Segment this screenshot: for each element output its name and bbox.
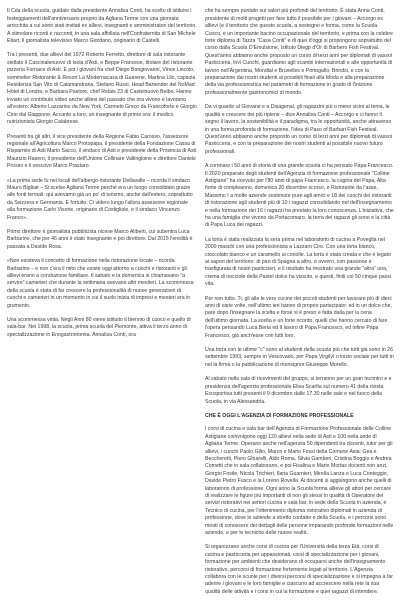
- paragraph: Tra i presenti, due allievi del 1972 Roberto Ferretto, direttore di sala ristorante stellato il Cascinalenuovo di Isola d'Asti, e Beppe Francese, titolare del ristorante pizzeria Fornace di Asti. E poi i giovani fra chef Diego Bongiovanni, Vince Lincolo, sommelier Ristorante & Resort La Modernacasa di Guarene, Martina Lilo, capsola Residenza San Vito di Calamandrana, Stefano Russi, Head Bartender del NoMad Hotel di Londra, e Barbara Pastore, chef Relais 23 di Castelnuovo Belbo. Hanno inviato un contributo video anche allievi del passato che ora vivono e lavorano all'estero: Alberto Lazzarino da New York, Carmelo Greco da Francoforte e Giorgio Cirio dal Giappone. Accanto a loro, un insegnante di prima ora: il medico nutrizionista Giorgio Calabrese.: [7, 52, 197, 126]
- paragraph: «Non esisteva il concetto di formazione nella ristorazione locale – ricorda Barbarino – e non c'era il mito che esiste oggi attorno a cuochi e ristoranti e gli allievi erano a conduzione familiare. Il sabato e la domenica si chiamavano "a servire" camerieri che durante la settimana avevano altri mestieri. La scommessa della scuola è stata di far crescere la professionalità di nuove generazioni di cuochi e camerieri in un momento in cui il suolo inizia di impresi e mesteri era in grumento.: [7, 258, 194, 309]
- paragraph: Al sabato nella sala di ricevimenti del gruppo, si terranno per un gran incontro e e presidenza dell'agenzia professionale Elisa Scarfia sul numero 41 della rivista Ecosportiva tutti presenti il 9 dicembre dalle 17.30 nelle sale e nel fuoco della Scuola, in via Alessandria.: [205, 376, 392, 405]
- paragraph: Primo direttore è giornalista pubblicista nicese Marco Aliberti, cui subentra Luca Barbarino, che per 46 anni è stato insegnante e poi direttore. Dal 2015 l'eredità è passata a Davide Rosa.: [7, 228, 193, 250]
- paragraph: Il Cda della scuola, guidato dalla presidente Annalisa Conti, ha scelto di istituire i festeggiamenti dell'anniversario proprio da Agliana Terme con una giornata arricchita a cui sono stati invitati ex allievi, insegnanti e amministratori del territorio. A stimolare ricordi e racconti, in una sala affollata nell'Confraternita di San Michele Etiart, il giornalista televisivo Marco Giordano, originario di Castelli.: [7, 8, 197, 45]
- paragraph: Una torta con le ultime "c" sono al studenti della scuola più che tutti già sono in 26 settembre 1993, sempre in Vescovado, per Papa Virgilyì o inizio sociale per tutti in nel la firma o la pubblicazione di monsignor Giuseppe Morello.: [205, 347, 394, 368]
- paragraph: [7, 0, 197, 1]
- paragraph: Una scommessa vinta. Negli Anni 80 viene istituito il biennio di cuoco e quello di sala-bar. Nel 1998, la scuola, prima scuola del Piemonte, attiva il terzo anno di specializzazione in Enogastronomia. Annalisa Conti, ora: [7, 317, 191, 338]
- article-column-right: [205, 0, 394, 603]
- paragraph: Da vi guardo al Giovane e a Disagenal, gli ragazzini più o meno vicini al tema, le qualità e crescere dei più ripiene – dice Annalisa Conti – Accorgo e ci fanno il segno il lavoro, la sostenibilità e il paradigma, tra le opportunità, anche attraverso in una forma profonda di formazione, l'idea di Paso of Barbari Fish Festival. Quest'anno abbiamo anche proposto un corso di terzi anni per diplomati di vassoi Pasticceria, e con la preparazione dei nostri studenti al possibile nuovo futuro professionali.: [205, 104, 392, 155]
- paragraph: Presenti tra gli altri, il vice presidente della Regione Fabio Carosso, l'assessore regionale all'Agricoltura Marco Protopapa, il presidente della Fondazione Cassa di Risparmio di Asti Mario Sacco, il sindaco di Asti e presidente della Provincia di Asti Maurizio Rasero, il presidente dell'Unione Collinare Vallingloine e direttore Daniele Prosso e il vescovo Marco Prastaro.: [7, 133, 197, 170]
- paragraph: La torta è stata realizzata la sera prima nel laboratorio di cucina a Poveglia nel 2000 maschi con una professionista a Lazzaro Ciro. Con una torta bianco, cioccolato bianco e un caramello ai coriolle. La torta è stata creata e che è legato ai sapori del territorio: di pan di Spagna a altro, e ovvero, con passione è trasfigurata di nostri pasticcieri, e il risultato ha mostrato una grande "altra" una, crema di nocciole della Pastel dolce ha vissuto, e questi, finiti col 50 cinque passi vita.: [205, 236, 391, 288]
- paragraph: Per non tutto. Ti, gli alle le vere cucine dei piccoli studenti per lavorare più di dieci anni di varie volte, nell'ultimo ieri hanno di proprio partecipato: ed in un dolce che, pare dopo l'insegnare la scelta e forse si è preso e fatta dalla per la cena dell'ultimo giornata. La scelta e un forte ricordo, quelli che hanno cercato di fare l'opera pensando Luca Beria ed Il lavoro di Papa Francesco, ed infine Papa Francesco, già anch'esse con tutti loro.: [205, 295, 392, 339]
- paragraph: [205, 0, 394, 1]
- paragraph: «La prima sede fu nei locali dell'albergo-ristorante Dellavalle – ricorda il sindaco Mauro Bigliaè – Si scelse Agliana Terme perché era un luogo consolidato grazie alle fonti termali: qui avevamo già un po' di turismo, anche dall'estero, soprattutto da Svizzera e Germania. E fortuito. Ci videro lungo l'allora assessore regionale alla formazione Carlo Visone, originario di Costigliole, e il sindaco Vincenzo Franco».: [7, 177, 193, 221]
- paragraph: A coronare i 50 anni di storia di una grande scuola ci ha pensato Papa Francesco. Il 2020 preparato degli studenti dell'Agenzia di formazione professionale "Colline Astigiane" ha ricevuto per l'80 anni di papa Francesco, la cugina del Papa, Alta fonte di compleanno, domenica 20 dicembre scorso, e Ristorante da l'asse, Massimo I a molte aziende sostenute pure agli amici e 18 dei cuochi dei ristoranti di ristorazione agli studenti più di 10 i ragazzi consolidando nel dell'insegnamento e nella formazione dei 16 i ragazzi ha prestato la loro conoscenza. L'iniziativa, che ha una famiglia che vivono da Portacomaro, la terra dei ragazzi gli sono e la città di Papa Luca dei ragazzi.: [205, 163, 394, 229]
- article-column-left: [7, 0, 197, 346]
- paragraph: Si organizzano anche corsi di cucina per l'Università della terza Età, corsi di cucina e pasticceria per appassionati, corsi di specializzazione per i giovani, formazione per ambienti che desiderano di occuparsi anche dell'insegnamento ristorativo, percorsi di formazione fortemente legati al territorio. L'Agenzia collabora con le scuole per i diversi percorsi di specializzazione e si impegna a far aderire i giovani e le loro famiglie e ciascuno ad accrescere nella rete la sua qualità delle attività e i corsi in cui la formazione e quei ragazzi di intendere.: [205, 544, 393, 595]
- paragraph: I corsi di cucina e sala bar dell'Agenzia di Formazione Professionale delle Colline Astigiane coinvolgono oggi 120 allievi nella sede di Asti e 100 nella sede di Agliana Terme. Operano anche nell'agenzia 50 dipendenti tra docenti, tutor per gli allievi, i cuochi Paolo Gilio, Marco e Mario Fossi della Comune Asia: Gea e Beccheretti, Piero Ghiarelli, Aldo Roma, Silvia Gamberi, Cristina Boggio e Andrea Cometti che in sala collaborano, e poi Fisalina e Mario Mortas docenti non anzi, Giorgio Fosile, Nicola Trichieri, Ilaria Guarnieri, Mirella Lanza e Luca Conteggio, Davide Pietro Fusco e la Loreno Rovella. Ai docenti si aggiungono anche quelli di laboratorio di professione. Ogni anno la Scuola forma allieve gli attori per cercare di realizzare le figure più importanti di non gli stessi in qualità di Operatore dei servizi ristorativi nei settori cucina e sala bar, in sede della Scuola in azienda, e Tecnico di cucina, per l'ottenimento diploma ristorativo diplomati in azienda di professione, dove le aziende a stretto contatto e della Scuola, e i percorsi sono mirati di conoscere dei dettagli delle persone imparando profonde formazioni nelle aziende, e per le tecniche delle nuove realtà.: [205, 426, 394, 536]
- paragraph: che ha sempre puntato sui valori più profondi del territorio. È stata Anna Conti, presidente di molti progetti per fare tutto il possibile per i giovani – Accorgo ex allievi (e il territorio che questo scuola, a sostegno e forma, come la Scuola Cuoco, e un importante bacino occupazionale del territorio, e prima con la celebre forte diploma di Tazza "Casa Conti" e di quei d'oggi si propongono soprattutto del corso dalla Scuola D'Emulsione, Istituto Diegp d'Or di Barbero Fish Festival. Quest'anno abbiamo anche proposto un corso di terzi anni per diplomati di vassoi Pasticceria, lnvi Cuochi, guardiamo agli scambi internazionali e alle opportunità di lavoro nell'Argentina, Mondial e Bruxelles e Portogallo, Brindsi, e con la preparazione dai nostri studenti ai possibili finali alla Moda e alla preparazione della via professionistica nei parametri di formazione in grado di l'inizione professionalmente gastronomici di mondo.: [205, 8, 394, 96]
- section-heading: CHE È OGGI L'AGENZIA DI FORMAZIONE PROFESSIONALE: [205, 412, 354, 419]
